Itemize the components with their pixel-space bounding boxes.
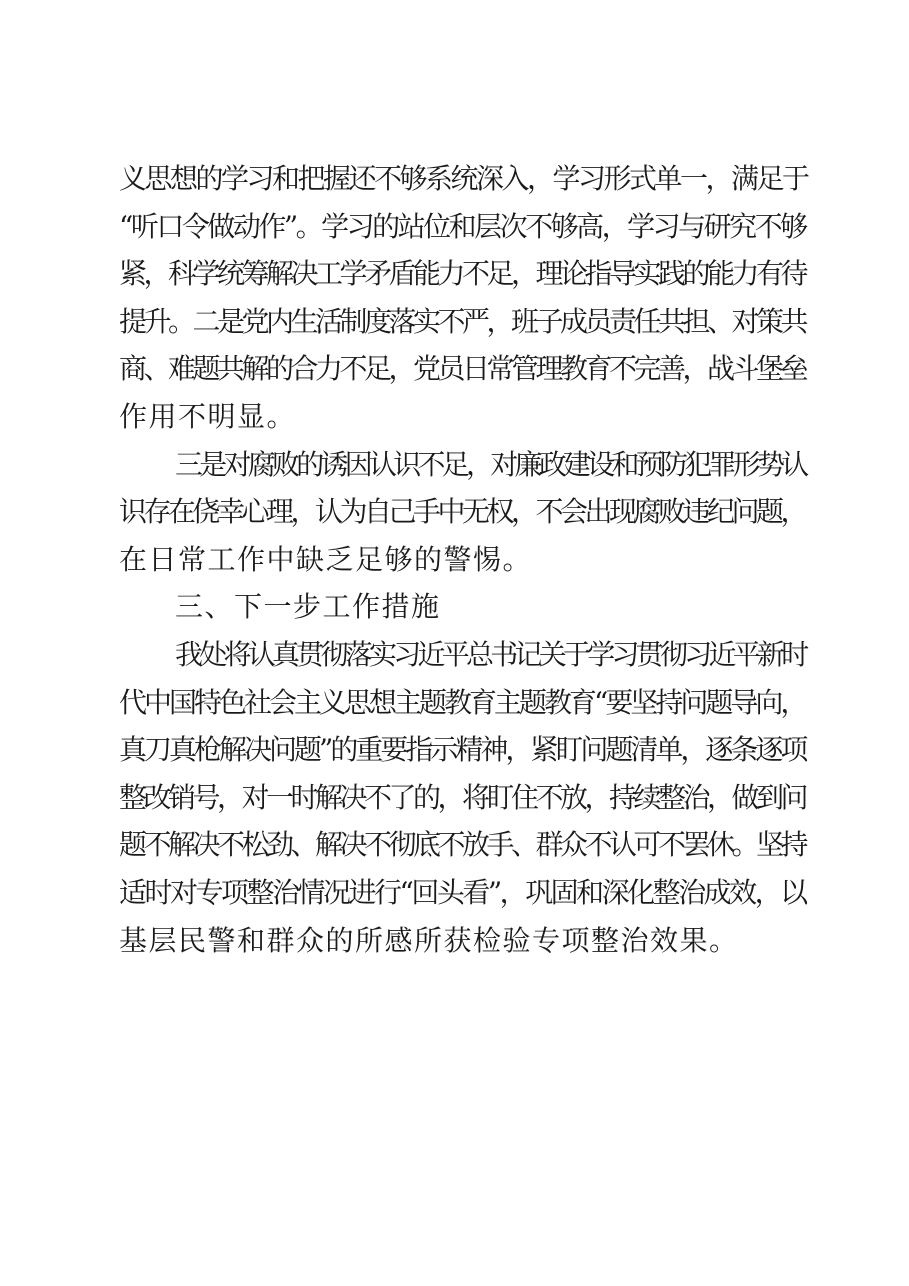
text-line: 真刀真枪解决问题”的重要指示精神，紧盯问题清单，逐条逐项 xyxy=(119,733,806,767)
text-line: “听口令做动作”。学习的站位和层次不够高，学习与研究不够 xyxy=(119,209,806,243)
text-line: 商、难题共解的合力不足，党员日常管理教育不完善，战斗堡垒 xyxy=(119,352,806,386)
text-line: 识存在侥幸心理，认为自己手中无权，不会出现腐败违纪问题， xyxy=(119,495,806,529)
text-line: 代中国特色社会主义思想主题教育主题教育“要坚持问题导向， xyxy=(119,685,806,719)
text-line: 紧，科学统筹解决工学矛盾能力不足，理论指导实践的能力有待 xyxy=(119,257,806,291)
paragraph-first-line: 三是对腐败的诱因认识不足，对廉政建设和预防犯罪形势认 xyxy=(175,447,806,481)
text-line: 整改销号，对一时解决不了的，将盯住不放，持续整治，做到问 xyxy=(119,780,806,814)
text-line: 作用不明显。 xyxy=(119,399,297,433)
document-body xyxy=(119,155,809,964)
text-line: 提升。二是党内生活制度落实不严，班子成员责任共担、对策共 xyxy=(119,304,806,338)
text-line: 基层民警和群众的所感所获检验专项整治效果。 xyxy=(119,923,739,957)
section-heading: 三、下一步工作措施 xyxy=(175,590,441,624)
text-line: 义思想的学习和把握还不够系统深入，学习形式单一，满足于 xyxy=(119,162,808,195)
paragraph-first-line: 我处将认真贯彻落实习近平总书记关于学习贯彻习近平新时 xyxy=(175,637,806,671)
text-line: 适时对专项整治情况进行“回头看”，巩固和深化整治成效，以 xyxy=(119,875,806,909)
text-line: 在日常工作中缺乏足够的警惕。 xyxy=(119,542,533,576)
text-line: 题不解决不松劲、解决不彻底不放手、群众不认可不罢休。坚持 xyxy=(119,828,806,862)
